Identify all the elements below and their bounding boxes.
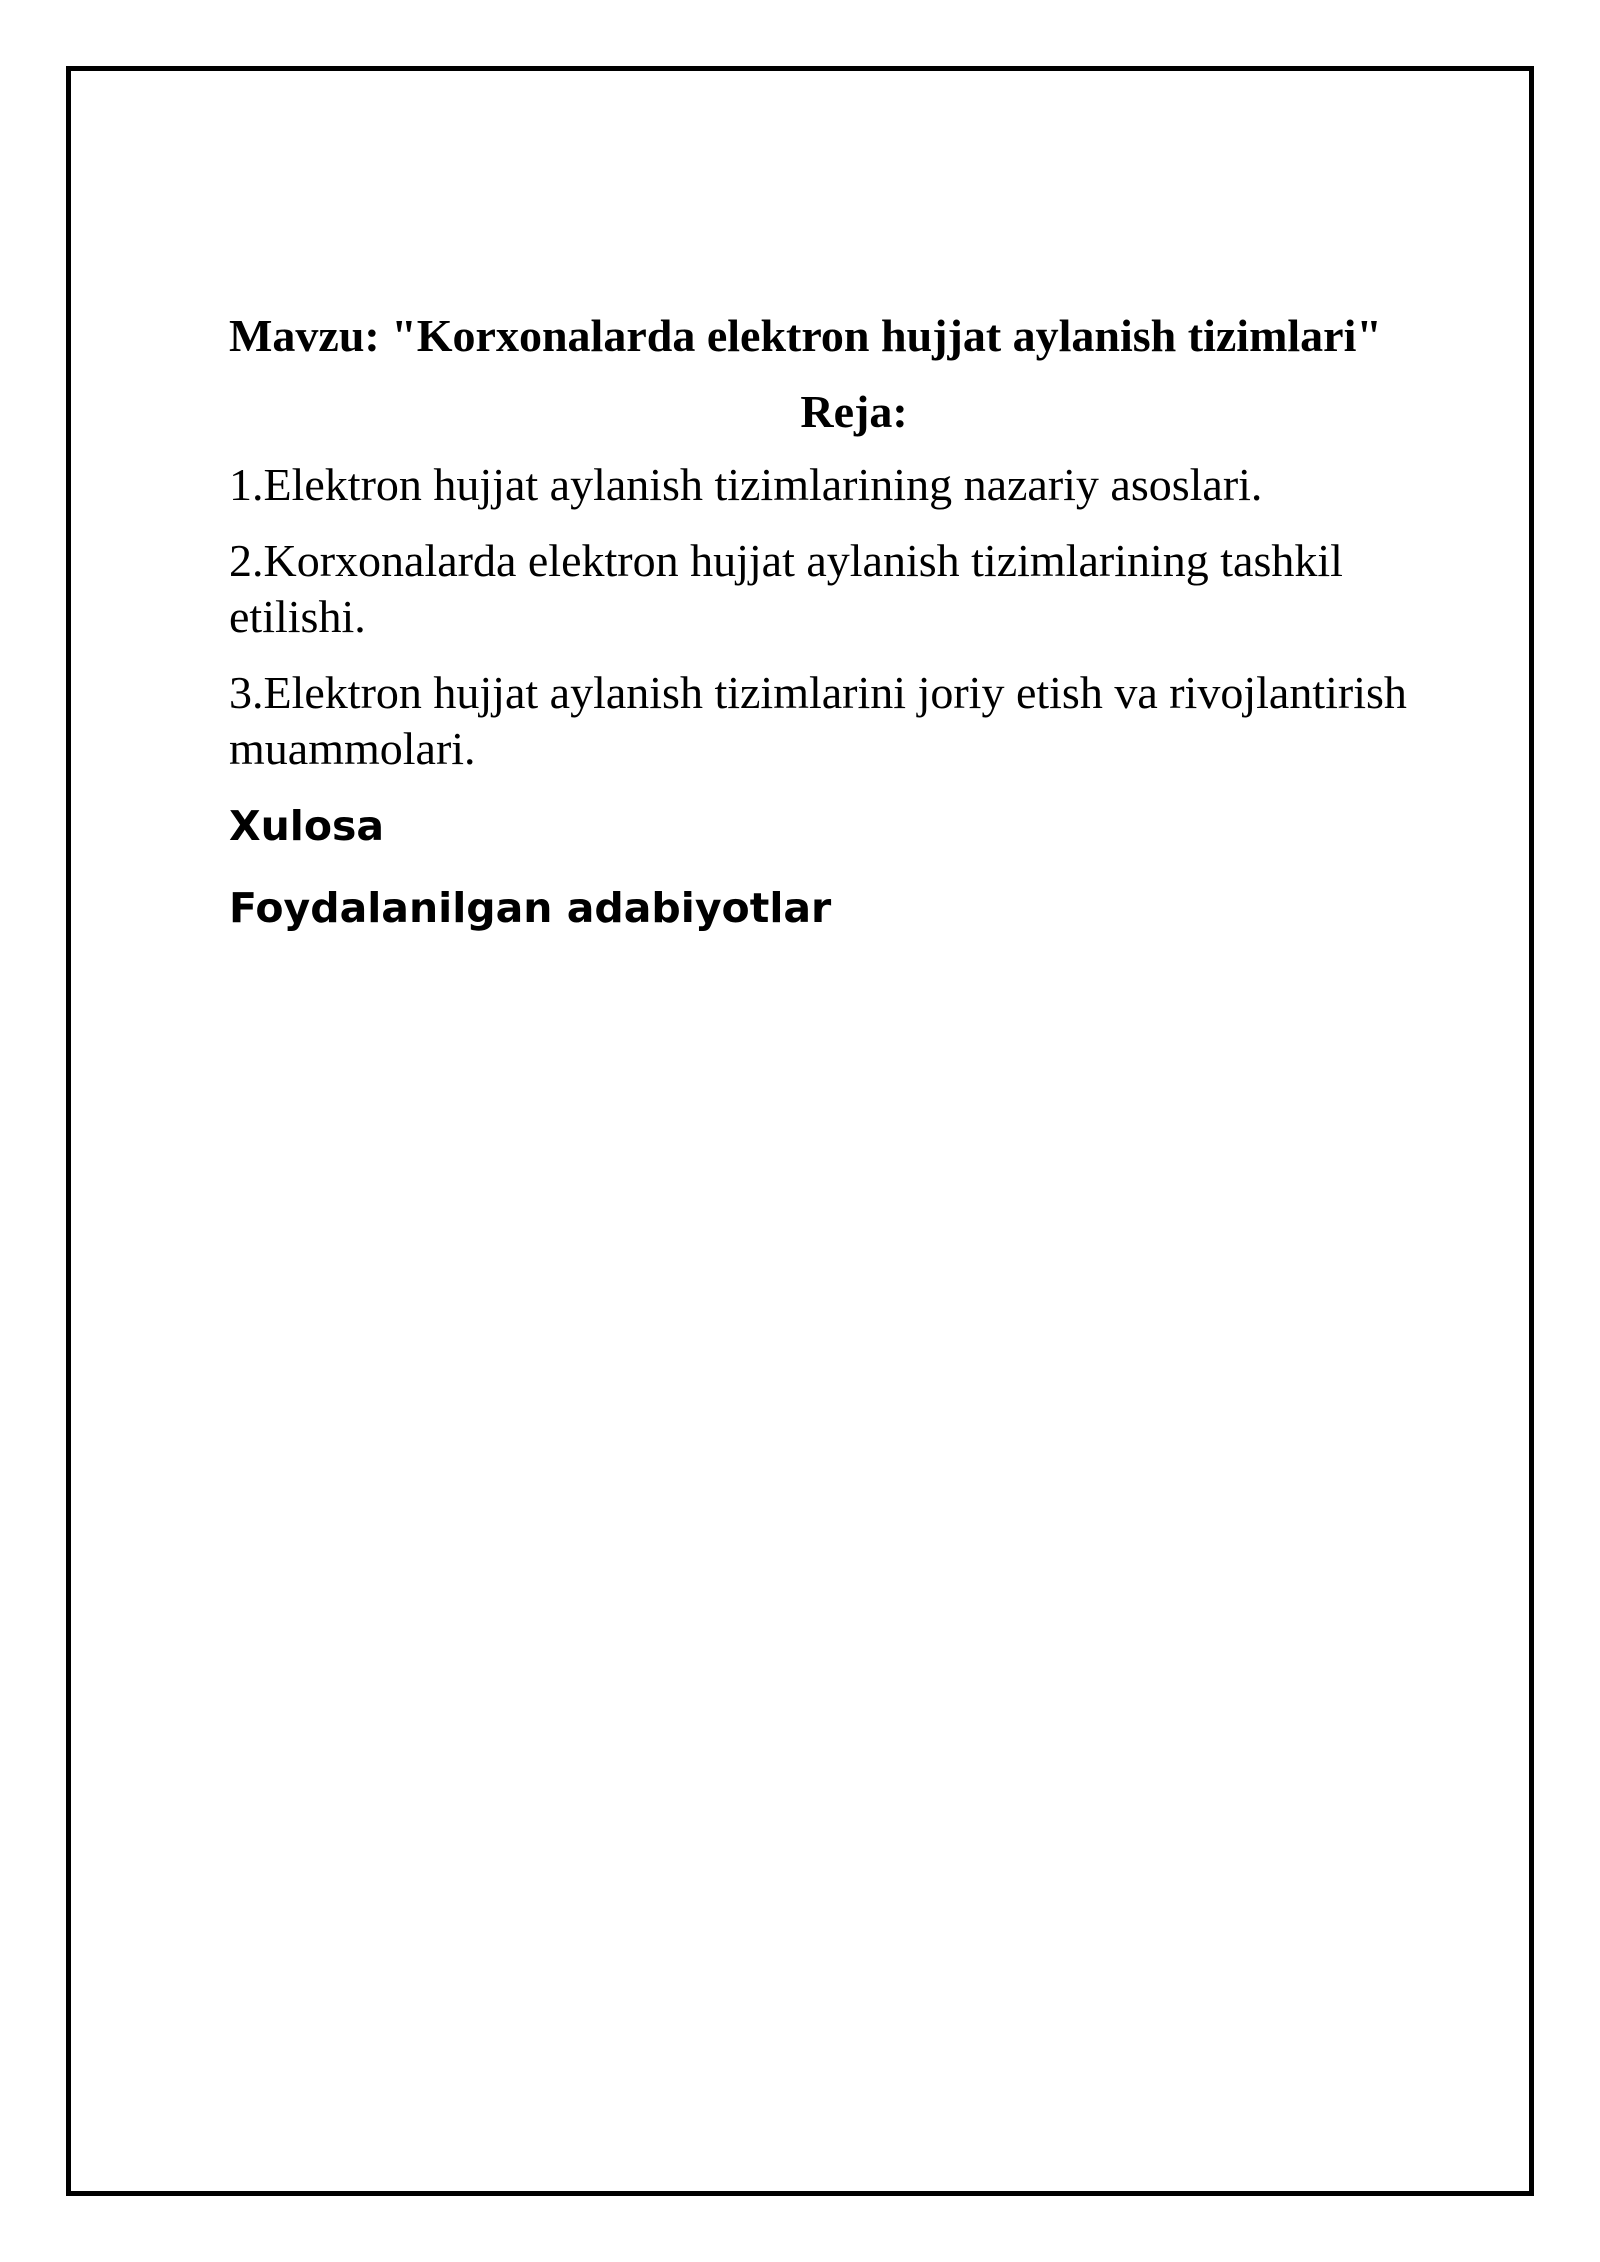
plan-item-1: 1.Elektron hujjat aylanish tizimlarining nazariy asoslari. [229, 459, 1263, 510]
plan-heading: Reja: [800, 386, 908, 437]
plan-list [229, 457, 1489, 777]
document-content [229, 305, 1509, 961]
plan-item-2: 2.Korxonalarda elektron hujjat aylanish tizimlarining tashkil etilishi. [229, 535, 1343, 642]
plan-item-3: 3.Elektron hujjat aylanish tizimlarini joriy etish va rivojlantirish muammolari. [229, 667, 1407, 774]
references-heading: Foydalanilgan adabiyotlar [229, 884, 832, 932]
topic-title: Mavzu: "Korxonalarda elektron hujjat aylanish tizimlari" [229, 310, 1382, 361]
conclusion-heading: Xulosa [229, 802, 385, 850]
